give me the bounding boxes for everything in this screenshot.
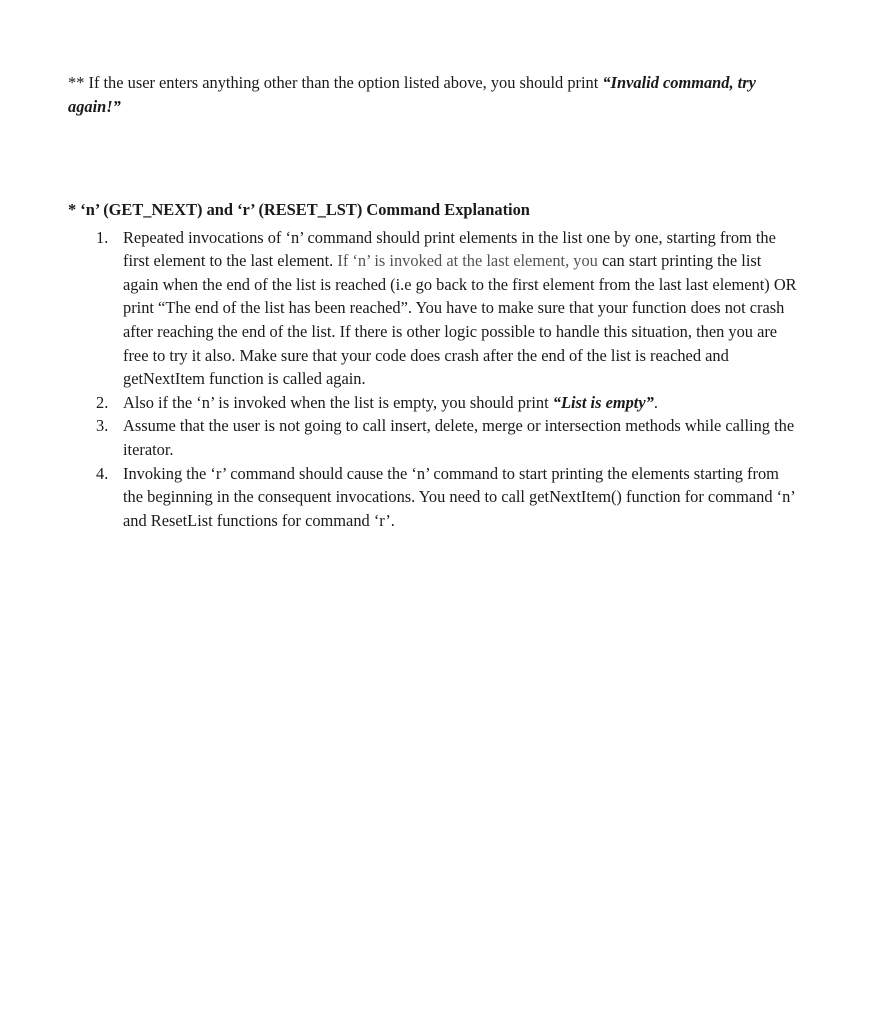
list-item-text: Invoking the ‘r’ command should cause the ‘n’ command to start printing the elements starting from the beginning in the consequent invocations. You need to call getNextItem() function for command ‘n’ and ResetList functions for command ‘r’.: [123, 463, 795, 530]
list-item-number: 2.: [96, 392, 109, 412]
list-item-text: Also if the ‘n’ is invoked when the list is empty, you should print: [123, 392, 553, 412]
invalid-command-note: [68, 71, 768, 118]
list-item-text-faded: If ‘n’ is invoked at the last element, you: [337, 251, 598, 271]
list-item-number: 3.: [96, 416, 109, 436]
list-item: [68, 226, 798, 391]
command-explanation-section: [68, 198, 798, 532]
note-emphasis: “Invalid command, try again!”: [68, 73, 756, 116]
explanation-list: [68, 226, 798, 533]
note-text: ** If the user enters anything other than the option listed above, you should print: [68, 73, 603, 92]
list-item: [68, 462, 798, 533]
section-heading: * ‘n’ (GET_NEXT) and ‘r’ (RESET_LST) Command Explanation: [68, 200, 530, 219]
list-item-number: 4.: [96, 463, 109, 483]
list-item-suffix: .: [653, 392, 658, 412]
list-item-text: Repeated invocations of ‘n’ command should print elements in the list one by one, starting from the first element to the last element.: [123, 227, 776, 271]
list-item: [68, 414, 798, 461]
list-item-number: 1.: [96, 227, 109, 247]
list-item-text-cont: can start printing the list again when the end of the list is reached (i.e go back to the first element from the last last element) OR print “The end of the list has been reached”. You have to make sure that your function does not crash after reaching the end of the list. If there is other logic possible to handle this situation, then you are free to try it also. Make sure that your code does crash after the end of the list is reached and getNextItem function is called again.: [123, 251, 797, 389]
list-item-emphasis: “List is empty”: [552, 392, 654, 412]
list-item-text: Assume that the user is not going to call insert, delete, merge or intersection methods while calling the iterator.: [123, 416, 795, 459]
list-item: [68, 391, 798, 415]
